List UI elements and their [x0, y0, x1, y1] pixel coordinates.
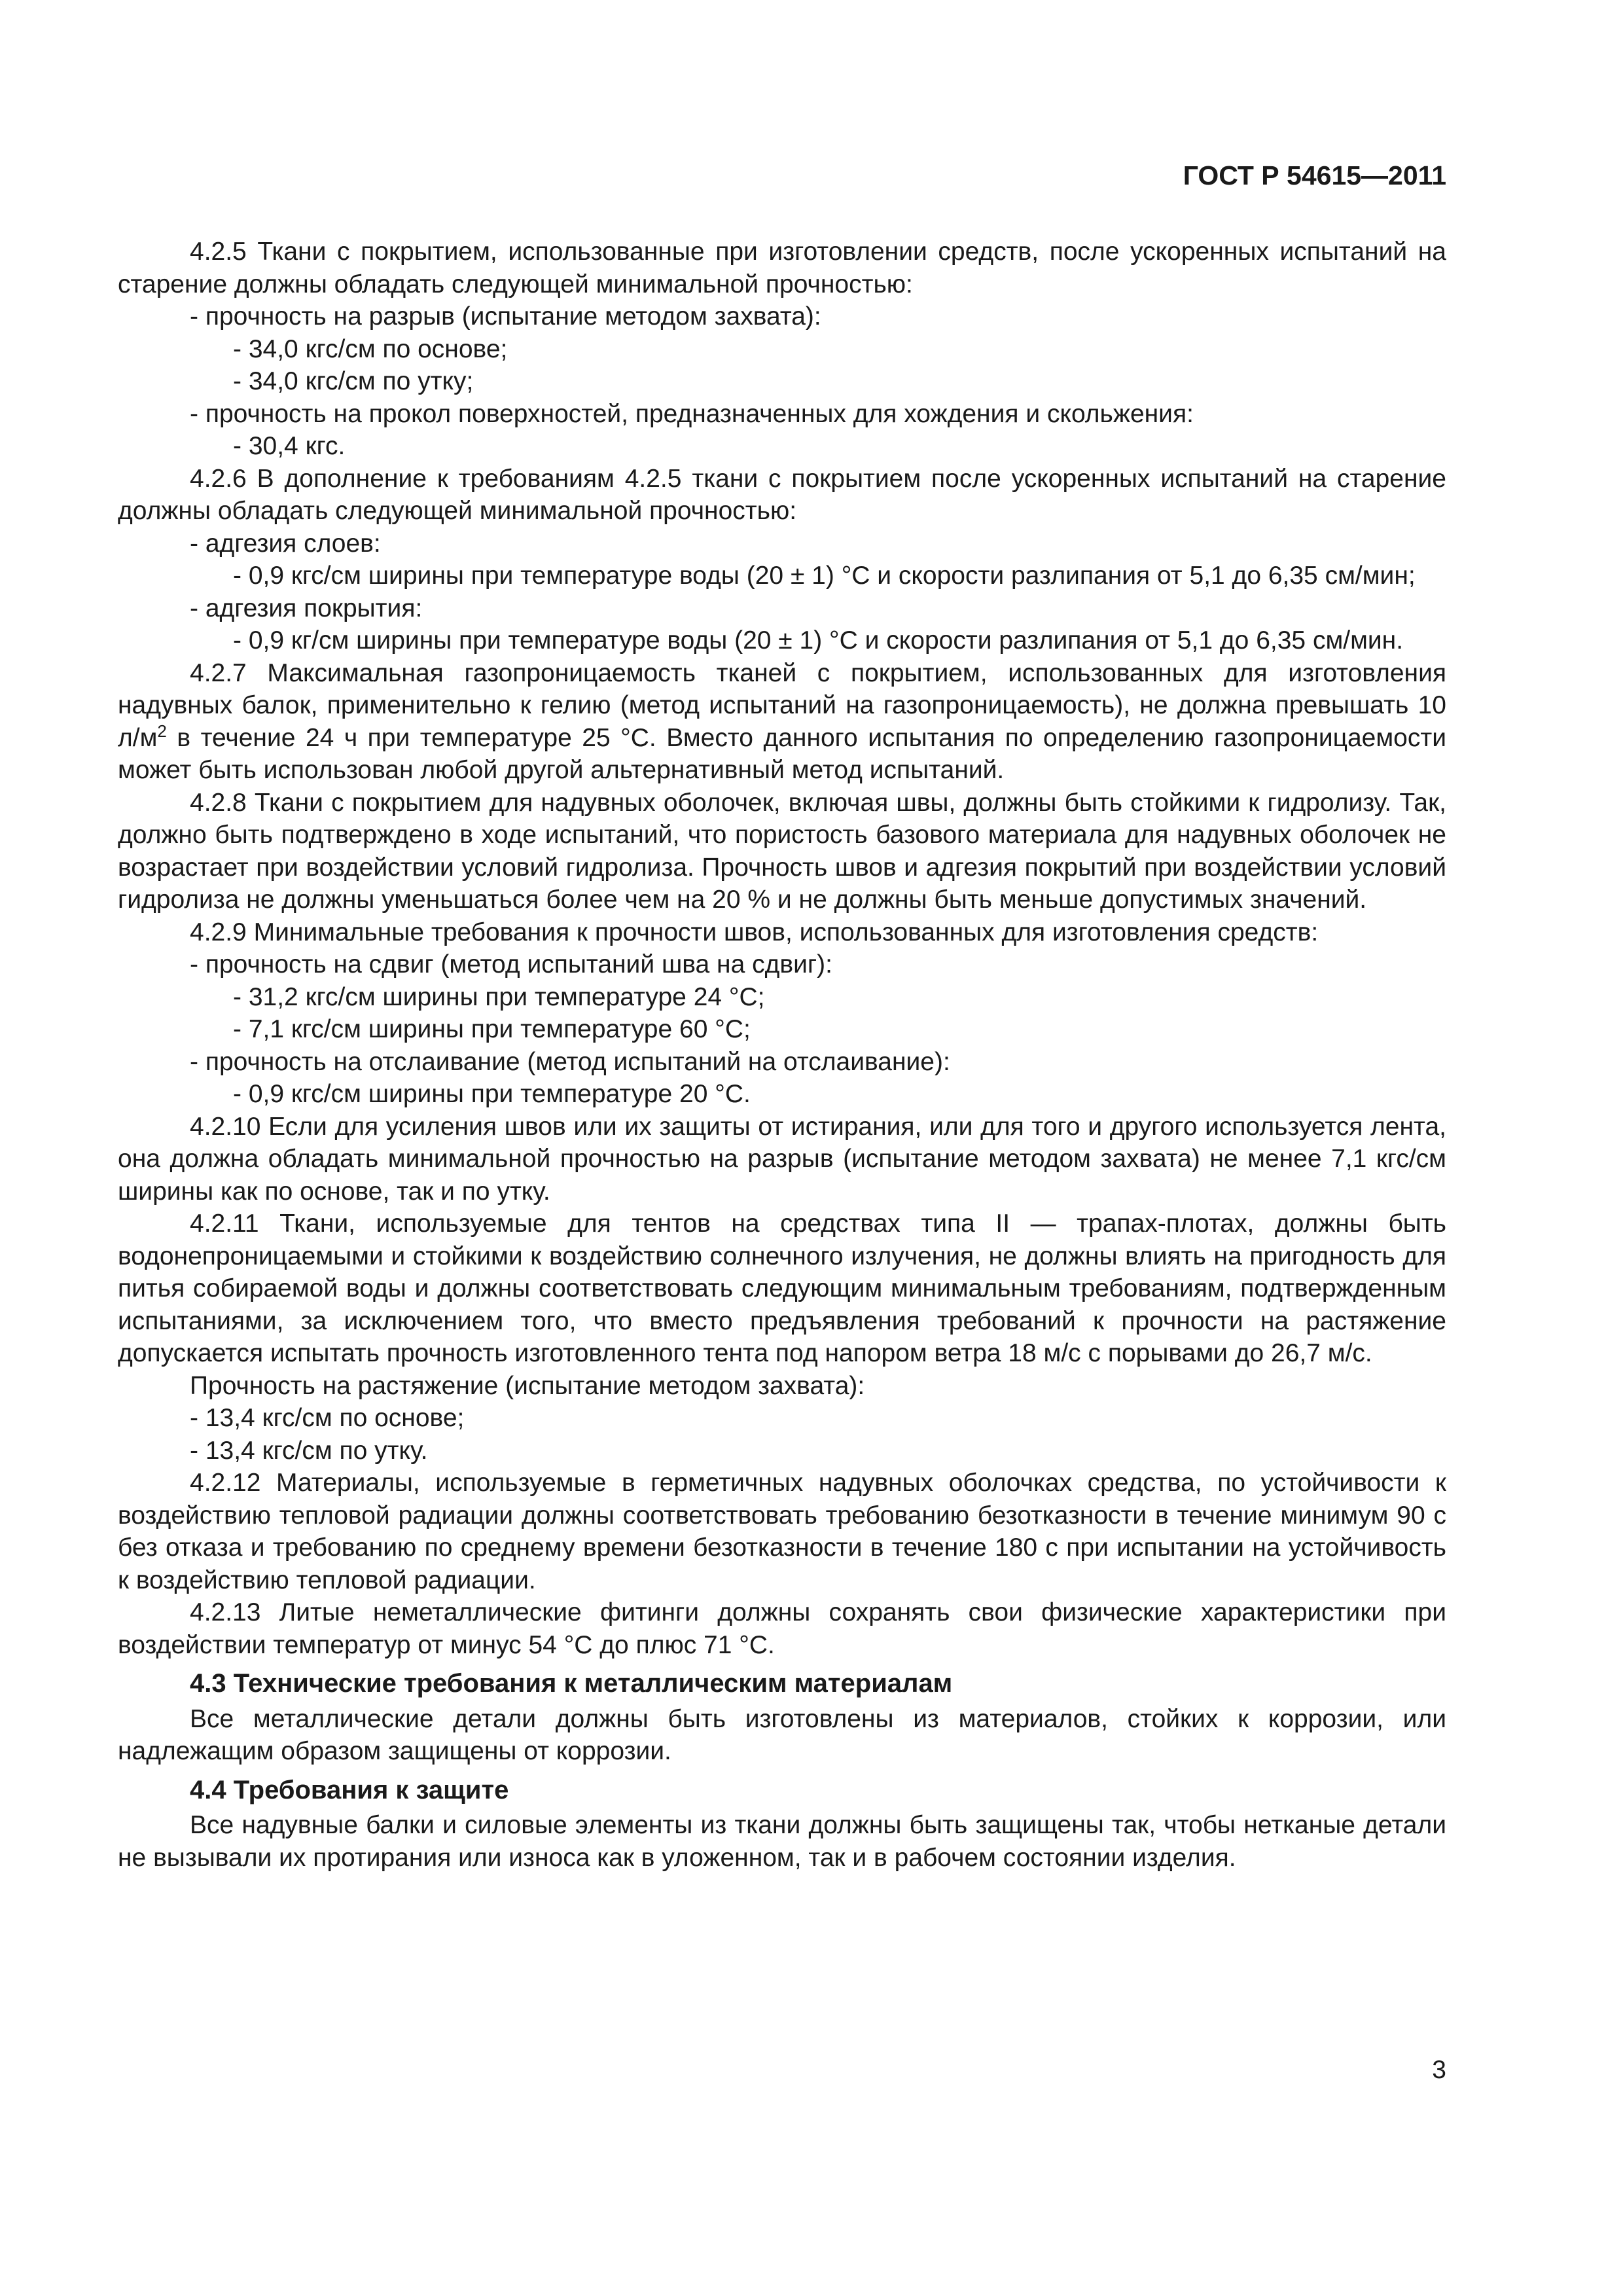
- list-subitem: - 34,0 кгс/см по утку;: [233, 367, 474, 395]
- section-4-3-title: 4.3 Технические требования к металлическим материалам: [190, 1669, 953, 1698]
- clause-4-2-5: 4.2.5 Ткани с покрытием, использованные при изготовлении средств, после ускоренных испытаний на старение должны обладать следующей минимальной прочностью:: [118, 238, 1446, 298]
- clause-4-2-13: 4.2.13 Литые неметаллические фитинги должны сохранять свои физические характеристики при воздействии температур от минус 54 °С до плюс 71 °С.: [118, 1598, 1446, 1659]
- list-subitem: - 0,9 кгс/см ширины при температуре 20 °С.: [233, 1080, 751, 1108]
- list-subitem: - 30,4 кгс.: [233, 432, 346, 460]
- subheading-text: Прочность на растяжение (испытание методом захвата):: [190, 1371, 865, 1400]
- list-item: - адгезия покрытия:: [190, 594, 423, 622]
- list-subitem: - 0,9 кг/см ширины при температуре воды (20 ± 1) °С и скорости разлипания от 5,1 до 6,35 см/мин.: [233, 626, 1404, 655]
- clause-4-2-12: 4.2.12 Материалы, используемые в герметичных надувных оболочках средства, по устойчивости к воздействию тепловой радиации должны соответствовать требованию безотказности в течение минимум 90 с без отказа и требованию по среднему времени безотказности в течение 180 с при испытании на устойчивость к воздействию тепловой радиации.: [118, 1469, 1446, 1594]
- list-subitem: - 34,0 кгс/см по основе;: [233, 334, 508, 363]
- clause-4-2-8: 4.2.8 Ткани с покрытием для надувных оболочек, включая швы, должны быть стойкими к гидролизу. Так, должно быть подтверждено в ходе испытаний, что пористость базового материала для надувных оболочек не возрастает при воздействии условий гидролиза. Прочность швов и адгезия покрытий при воздействии условий гидролиза не должны уменьшаться более чем на 20 % и не должны быть меньше допустимых значений.: [118, 788, 1446, 914]
- list-item: - адгезия слоев:: [190, 529, 381, 558]
- document-id-header: ГОСТ Р 54615—2011: [1183, 160, 1446, 190]
- list-subitem: - 7,1 кгс/см ширины при температуре 60 °С;: [233, 1015, 751, 1043]
- section-4-4-text: Все надувные балки и силовые элементы из ткани должны быть защищены так, чтобы нетканые детали не вызывали их протирания или износа как в уложенном, так и в рабочем состоянии изделия.: [118, 1811, 1446, 1872]
- list-item: - прочность на разрыв (испытание методом захвата):: [190, 302, 821, 331]
- clause-4-2-10: 4.2.10 Если для усиления швов или их защиты от истирания, или для того и другого используется лента, она должна обладать минимальной прочностью на разрыв (испытание методом захвата) не менее 7,1 кгс/см ширины как по основе, так и по утку.: [118, 1112, 1446, 1206]
- list-item: - прочность на сдвиг (метод испытаний шва на сдвиг):: [190, 950, 832, 978]
- section-4-4-title: 4.4 Требования к защите: [190, 1775, 509, 1804]
- clause-4-2-6: 4.2.6 В дополнение к требованиям 4.2.5 ткани с покрытием после ускоренных испытаний на старение должны обладать следующей минимальной прочностью:: [118, 464, 1446, 525]
- list-item: - прочность на прокол поверхностей, предназначенных для хождения и скольжения:: [190, 399, 1194, 428]
- superscript: 2: [157, 721, 167, 741]
- list-subitem: - 31,2 кгс/см ширины при температуре 24 °С;: [233, 982, 765, 1011]
- list-item: - 13,4 кгс/см по утку.: [190, 1436, 428, 1465]
- clause-text: в течение 24 ч при температуре 25 °С. Вместо данного испытания по определению газопроницаемости может быть использован любой другой альтернативный метод испытаний.: [118, 723, 1446, 784]
- page-content: [118, 236, 1446, 1874]
- page-number: 3: [1432, 2056, 1446, 2084]
- clause-4-2-11: 4.2.11 Ткани, используемые для тентов на средствах типа II — трапах-плотах, должны быть водонепроницаемыми и стойкими к воздействию солнечного излучения, не должны влиять на пригодность для питья собираемой воды и должны соответствовать следующим минимальным требованиям, подтвержденным испытаниями, за исключением того, что вместо предъявления требований к прочности на растяжение допускается испытать прочность изготовленного тента под напором ветра 18 м/с с порывами до 26,7 м/с.: [118, 1210, 1446, 1367]
- clause-text: 4.2.7 Максимальная газопроницаемость тканей с покрытием, использованных для изготовления надувных балок, применительно к гелию (метод испытаний на газопроницаемость), не должна превышать 10 л/м: [118, 658, 1446, 752]
- list-item: - 13,4 кгс/см по основе;: [190, 1404, 465, 1432]
- section-4-3-text: Все металлические детали должны быть изготовлены из материалов, стойких к коррозии, или надлежащим образом защищены от коррозии.: [118, 1704, 1446, 1765]
- clause-4-2-9: 4.2.9 Минимальные требования к прочности швов, использованных для изготовления средств:: [190, 918, 1319, 946]
- list-subitem: - 0,9 кгс/см ширины при температуре воды (20 ± 1) °С и скорости разлипания от 5,1 до 6,35 см/мин;: [233, 562, 1416, 590]
- list-item: - прочность на отслаивание (метод испытаний на отслаивание):: [190, 1047, 950, 1076]
- clause-4-2-7: [118, 657, 1446, 787]
